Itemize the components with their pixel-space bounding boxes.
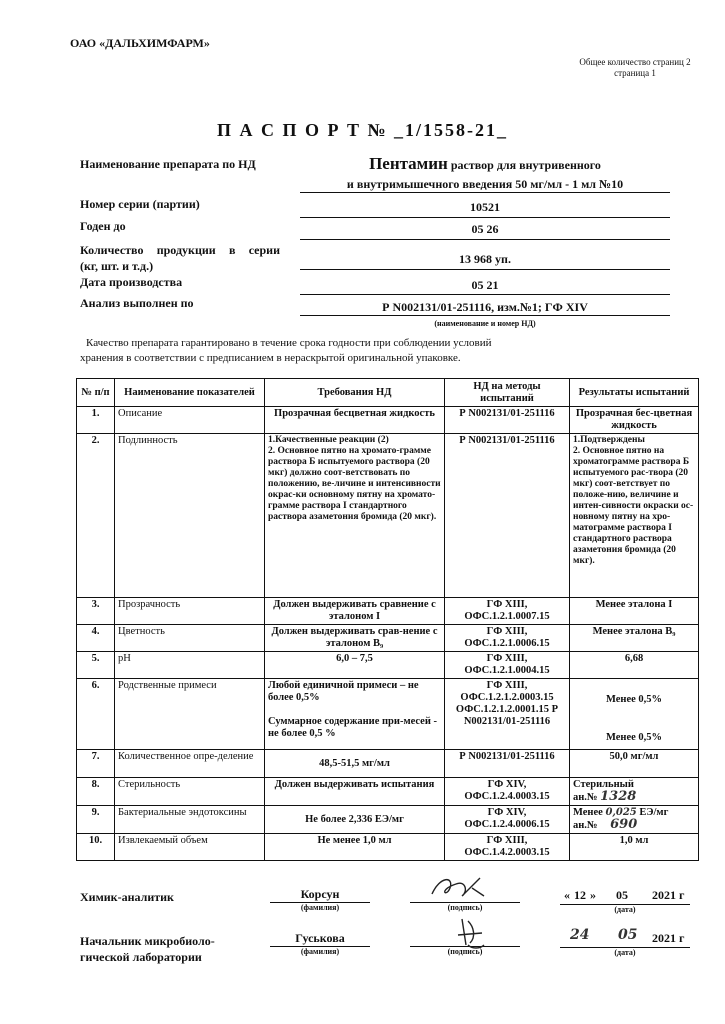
- row-number: 3.: [77, 598, 115, 625]
- col-header-results: Результаты испытаний: [570, 379, 699, 407]
- company-name: ОАО «ДАЛЬХИМФАРМ»: [70, 36, 210, 50]
- analysis-sub: (наименование и номер НД): [434, 319, 536, 328]
- row-name: pH: [115, 652, 265, 679]
- row-number: 5.: [77, 652, 115, 679]
- row-result: 1,0 мл: [570, 834, 699, 861]
- table-row: [77, 434, 699, 598]
- row-req: Должен выдерживать испытания: [265, 778, 445, 806]
- table-header-row: [77, 379, 699, 407]
- handwritten-analysis-number: 690: [610, 817, 638, 832]
- row-result: [570, 679, 699, 750]
- qty-label-2: (кг, шт. и т.д.): [80, 259, 154, 273]
- row-number: 1.: [77, 407, 115, 434]
- row-name: Стерильность: [115, 778, 265, 806]
- head-signature-caption: (подпись): [447, 947, 483, 956]
- row-number: 6.: [77, 679, 115, 750]
- analysis-number-label: ан.№: [573, 792, 598, 803]
- chemist-signature-caption: (подпись): [447, 903, 483, 912]
- col-header-methods: НД на методы испытаний: [445, 379, 570, 407]
- passport-title: П А С П О Р Т № _1/1558-21_: [216, 120, 509, 140]
- expiry-label: Годен до: [80, 219, 126, 233]
- head-role-2: гической лаборатории: [80, 950, 202, 964]
- row-result-part1: Менее 0,5%: [605, 694, 663, 705]
- endotoxin-unit: ЕЭ/мг: [639, 807, 669, 818]
- row-name: Цветность: [115, 625, 265, 652]
- col-header-number: № п/п: [77, 379, 115, 407]
- row-name: Прозрачность: [115, 598, 265, 625]
- qty-label: [80, 242, 280, 274]
- page-count: [560, 57, 710, 79]
- row-req: Не менее 1,0 мл: [265, 834, 445, 861]
- head-surname-caption: (фамилия): [300, 947, 340, 956]
- row-number: 4.: [77, 625, 115, 652]
- chemist-surname: Корсун: [270, 887, 370, 903]
- page-number: страница 1: [614, 68, 656, 78]
- row-req: Должен выдерживать срав-нение с эталоном B₉: [265, 625, 445, 652]
- total-pages: Общее количество страниц 2: [579, 57, 691, 67]
- handwritten-endotoxin-value: 0,025: [605, 807, 637, 818]
- row-result-part2: Менее 0,5%: [605, 732, 663, 743]
- row-method: Р N002131/01-251116: [445, 750, 570, 778]
- chemist-date-day: 12: [574, 888, 586, 902]
- row-result: [570, 806, 699, 834]
- row-req-part2: Суммарное содержание при-месей - не более 0,5 %: [268, 716, 438, 739]
- head-date-caption: (дата): [614, 948, 636, 957]
- drug-name-line1: [300, 154, 670, 174]
- head-signature-icon: [410, 915, 520, 949]
- table-row: [77, 778, 699, 806]
- row-result: Менее эталона B₉: [570, 625, 699, 652]
- row-method: ГФ XIII, ОФС.1.4.2.0003.15: [445, 834, 570, 861]
- table-row: [77, 407, 699, 434]
- row-method: ГФ XIV, ОФС.1.2.4.0006.15: [445, 806, 570, 834]
- analysis-number-label: ан.№: [573, 820, 598, 831]
- row-method: ГФ XIII, ОФС.1.2.1.0004.15: [445, 652, 570, 679]
- row-method: ГФ XIII, ОФС.1.2.1.0006.15: [445, 625, 570, 652]
- row-name: Количественное опре-деление: [115, 750, 265, 778]
- row-req: 48,5-51,5 мг/мл: [265, 750, 445, 778]
- chemist-surname-caption: (фамилия): [300, 903, 340, 912]
- row-method: Р N002131/01-251116: [445, 407, 570, 434]
- row-name: Подлинность: [115, 434, 265, 598]
- row-req: [265, 679, 445, 750]
- col-header-requirements: Требования НД: [265, 379, 445, 407]
- row-result: 50,0 мг/мл: [570, 750, 699, 778]
- table-row: [77, 806, 699, 834]
- drug-name-big: Пентамин: [369, 154, 448, 173]
- head-date-day: 24: [570, 927, 590, 943]
- table-row: [77, 750, 699, 778]
- head-date: [560, 927, 690, 948]
- row-method: Р N002131/01-251116: [445, 434, 570, 598]
- row-result: Прозрачная бес-цветная жидкость: [570, 407, 699, 434]
- batch-value: 10521: [300, 200, 670, 218]
- row-name: Описание: [115, 407, 265, 434]
- row-number: 2.: [77, 434, 115, 598]
- row-req: 6,0 – 7,5: [265, 652, 445, 679]
- table-row: [77, 652, 699, 679]
- chemist-role: Химик-аналитик: [80, 890, 174, 904]
- row-number: 8.: [77, 778, 115, 806]
- row-result: 6,68: [570, 652, 699, 679]
- row-result: [570, 778, 699, 806]
- sterility-result: Стерильный: [573, 779, 634, 790]
- row-name: Бактериальные эндотоксины: [115, 806, 265, 834]
- date-quote-open: «: [564, 888, 570, 902]
- expiry-value: 05 26: [300, 222, 670, 240]
- endotoxin-result-prefix: Менее: [573, 807, 603, 818]
- head-signature-line: [410, 925, 520, 947]
- head-role-1: Начальник микробиоло-: [80, 934, 215, 948]
- head-role: [80, 933, 215, 965]
- row-result: 1.Подтверждены 2. Основное пятно на хроматограмме раствора Б испытуемого рас-твора (20 мкг) соот-ветствует по положе-нию, величине и интен-сивности окраски ос-новному пятну на хро-матограмме раствора I стандартного раствора азаметония бромида (20 мкг).: [570, 434, 699, 598]
- qty-value: 13 968 уп.: [300, 249, 670, 270]
- chemist-date-year: 2021 г: [652, 888, 685, 902]
- analysis-value: Р N002131/01-251116, изм.№1; ГФ XIV: [300, 300, 670, 316]
- chemist-date: [560, 888, 690, 905]
- drug-name-rest1: раствор для внутривенного: [447, 158, 601, 172]
- head-date-year: 2021 г: [652, 931, 685, 945]
- drug-name-line2: и внутримышечного введения 50 мг/мл - 1 мл №10: [300, 177, 670, 193]
- date-quote-close: »: [590, 888, 596, 902]
- col-header-name: Наименование показателей: [115, 379, 265, 407]
- chemist-signature-line: [410, 880, 520, 903]
- batch-label: Номер серии (партии): [80, 197, 200, 211]
- row-method: ГФ XIV, ОФС.1.2.4.0003.15: [445, 778, 570, 806]
- results-table: [76, 378, 699, 861]
- handwritten-analysis-number: 1328: [600, 789, 637, 804]
- analysis-label: Анализ выполнен по: [80, 296, 194, 310]
- row-method: ГФ XIII, ОФС.1.2.1.0007.15: [445, 598, 570, 625]
- drug-label: Наименование препарата по НД: [80, 157, 256, 171]
- head-surname: Гуськова: [270, 931, 370, 947]
- chemist-date-month: 05: [616, 888, 628, 902]
- row-number: 9.: [77, 806, 115, 834]
- quality-text-2: хранения в соответствии с предписанием в нераскрытой оригинальной упаковке.: [80, 352, 461, 364]
- row-req: Прозрачная бесцветная жидкость: [265, 407, 445, 434]
- quality-text-1: Качество препарата гарантировано в течение срока годности при соблюдении условий: [86, 337, 492, 349]
- row-name: Родственные примеси: [115, 679, 265, 750]
- row-number: 10.: [77, 834, 115, 861]
- row-result: Менее эталона I: [570, 598, 699, 625]
- prod-value: 05 21: [300, 278, 670, 295]
- table-row: [77, 679, 699, 750]
- row-req-part1: Любой единичной примеси – не более 0,5%: [268, 680, 419, 703]
- row-req: Не более 2,336 ЕЭ/мг: [265, 806, 445, 834]
- head-date-month: 05: [618, 927, 638, 943]
- table-row: [77, 625, 699, 652]
- row-number: 7.: [77, 750, 115, 778]
- chemist-signature-icon: [410, 874, 520, 900]
- row-req: 1.Качественные реакции (2) 2. Основное пятно на хромато-грамме раствора Б испытуемого раствора (20 мкг) должно соот-ветствовать по положению, ве-личине и интенсивности окрас-ки основному пятну на хромато-грамме раствора I стандартного раствора азаметония бромида (20 мкг).: [265, 434, 445, 598]
- table-row: [77, 598, 699, 625]
- row-method: ГФ XIII, ОФС.1.2.1.2.0003.15 ОФС.1.2.1.2.0001.15 Р N002131/01-251116: [445, 679, 570, 750]
- table-row: [77, 834, 699, 861]
- prod-label: Дата производства: [80, 275, 183, 289]
- qty-label-1: Количество продукции в серии: [80, 243, 280, 257]
- row-name: Извлекаемый объем: [115, 834, 265, 861]
- quality-text: [80, 336, 640, 366]
- chemist-date-caption: (дата): [614, 905, 636, 914]
- row-req: Должен выдерживать сравнение с эталоном I: [265, 598, 445, 625]
